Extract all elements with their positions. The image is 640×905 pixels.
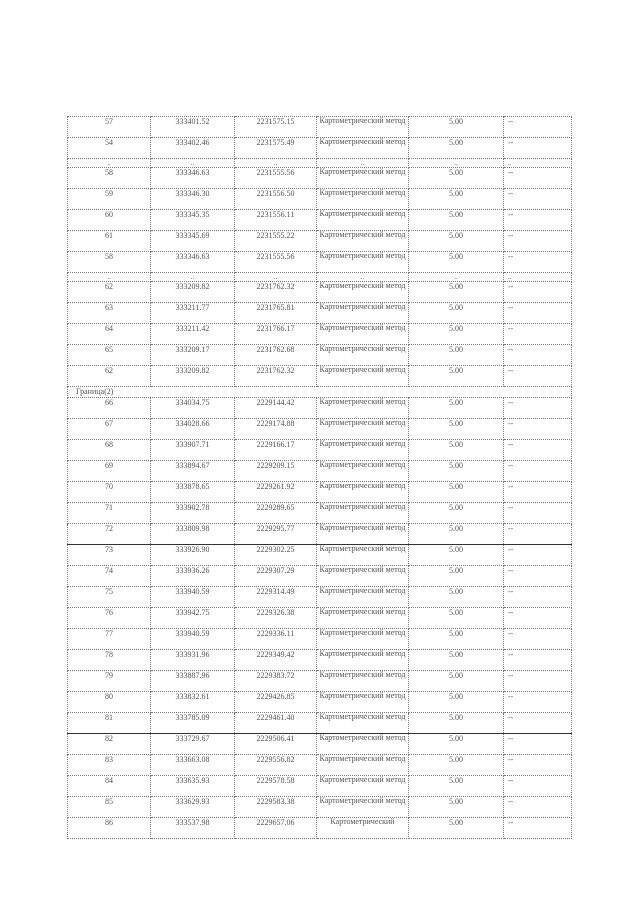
- y-coordinate-cell: 2231766.17: [235, 324, 317, 345]
- note-cell: --: [504, 818, 572, 839]
- method-cell: Картометрический метод: [317, 545, 409, 566]
- method-cell: Картометрический метод: [317, 755, 409, 776]
- precision-cell: 5.00: [409, 524, 504, 545]
- point-number-cell: 77: [68, 629, 151, 650]
- method-cell: Картометрический метод: [317, 440, 409, 461]
- precision-cell: 5.00: [409, 282, 504, 303]
- note-cell: --: [504, 117, 572, 138]
- precision-cell: 5.00: [409, 324, 504, 345]
- precision-cell: 5.00: [409, 440, 504, 461]
- point-number-cell: ..: [68, 159, 151, 168]
- method-cell: Картометрический метод: [317, 629, 409, 650]
- note-cell: --: [504, 440, 572, 461]
- note-cell: --: [504, 231, 572, 252]
- x-coordinate-cell: 333345.69: [151, 231, 235, 252]
- precision-cell: 5.00: [409, 587, 504, 608]
- precision-cell: 5.00: [409, 189, 504, 210]
- method-cell: Картометрический метод: [317, 734, 409, 755]
- method-cell: Картометрический метод: [317, 282, 409, 303]
- note-cell: --: [504, 138, 572, 159]
- table-row: [68, 138, 572, 159]
- x-coordinate-cell: 333940.59: [151, 587, 235, 608]
- point-number-cell: 70: [68, 482, 151, 503]
- x-coordinate-cell: 333940.59: [151, 629, 235, 650]
- point-number-cell: ..: [68, 273, 151, 282]
- precision-cell: 5.00: [409, 650, 504, 671]
- y-coordinate-cell: 2231765.81: [235, 303, 317, 324]
- method-cell: Картометрический метод: [317, 345, 409, 366]
- y-coordinate-cell: 2229295.77: [235, 524, 317, 545]
- precision-cell: 5.00: [409, 545, 504, 566]
- x-coordinate-cell: 333209.82: [151, 282, 235, 303]
- y-coordinate-cell: 2229174.88: [235, 419, 317, 440]
- x-coordinate-cell: 333942.75: [151, 608, 235, 629]
- table-row: [68, 440, 572, 461]
- point-number-cell: 85: [68, 797, 151, 818]
- y-coordinate-cell: 2229261.92: [235, 482, 317, 503]
- x-coordinate-cell: 333401.52: [151, 117, 235, 138]
- table-row: [68, 713, 572, 734]
- point-number-cell: 73: [68, 545, 151, 566]
- x-coordinate-cell: 333211.77: [151, 303, 235, 324]
- point-number-cell: 63: [68, 303, 151, 324]
- precision-cell: 5.00: [409, 671, 504, 692]
- y-coordinate-cell: 2229289.65: [235, 503, 317, 524]
- table-row: [68, 797, 572, 818]
- precision-cell: 5.00: [409, 692, 504, 713]
- table-row: [68, 629, 572, 650]
- y-coordinate-cell: 2229578.58: [235, 776, 317, 797]
- point-number-cell: 86: [68, 818, 151, 839]
- method-cell: Картометрический метод: [317, 482, 409, 503]
- precision-cell: 5.00: [409, 366, 504, 387]
- x-coordinate-cell: 333345.35: [151, 210, 235, 231]
- point-number-cell: 74: [68, 566, 151, 587]
- method-cell: Картометрический метод: [317, 503, 409, 524]
- table-row: [68, 303, 572, 324]
- note-cell: --: [504, 189, 572, 210]
- table-row: [68, 545, 572, 566]
- table-row: [68, 608, 572, 629]
- x-coordinate-cell: 333931.96: [151, 650, 235, 671]
- method-cell: Картометрический метод: [317, 608, 409, 629]
- table-section-row: [68, 387, 572, 398]
- x-coordinate-cell: 333211.42: [151, 324, 235, 345]
- x-coordinate-cell: 333729.67: [151, 734, 235, 755]
- point-number-cell: 62: [68, 366, 151, 387]
- note-cell: --: [504, 713, 572, 734]
- note-cell: ..: [504, 159, 572, 168]
- point-number-cell: 75: [68, 587, 151, 608]
- y-coordinate-cell: 2229209.15: [235, 461, 317, 482]
- table-row: [68, 587, 572, 608]
- precision-cell: 5.00: [409, 303, 504, 324]
- precision-cell: 5.00: [409, 419, 504, 440]
- table-row: [68, 189, 572, 210]
- y-coordinate-cell: 2229144.42: [235, 398, 317, 419]
- precision-cell: 5.00: [409, 566, 504, 587]
- table-row: [68, 168, 572, 189]
- method-cell: Картометрический метод: [317, 650, 409, 671]
- precision-cell: 5.00: [409, 776, 504, 797]
- precision-cell: ..: [409, 159, 504, 168]
- table-row: [68, 366, 572, 387]
- point-number-cell: 71: [68, 503, 151, 524]
- y-coordinate-cell: 2229461.40: [235, 713, 317, 734]
- x-coordinate-cell: 334034.75: [151, 398, 235, 419]
- note-cell: --: [504, 692, 572, 713]
- note-cell: --: [504, 210, 572, 231]
- note-cell: --: [504, 503, 572, 524]
- point-number-cell: 67: [68, 419, 151, 440]
- y-coordinate-cell: 2231762.32: [235, 282, 317, 303]
- table-row: [68, 324, 572, 345]
- precision-cell: 5.00: [409, 210, 504, 231]
- y-coordinate-cell: 2229302.25: [235, 545, 317, 566]
- precision-cell: 5.00: [409, 755, 504, 776]
- y-coordinate-cell: 2231762.68: [235, 345, 317, 366]
- precision-cell: 5.00: [409, 734, 504, 755]
- x-coordinate-cell: 333809.98: [151, 524, 235, 545]
- y-coordinate-cell: 2229307.29: [235, 566, 317, 587]
- y-coordinate-cell: 2229326.38: [235, 608, 317, 629]
- x-coordinate-cell: 333209.82: [151, 366, 235, 387]
- y-coordinate-cell: 2229426.85: [235, 692, 317, 713]
- point-number-cell: 72: [68, 524, 151, 545]
- precision-cell: 5.00: [409, 398, 504, 419]
- note-cell: --: [504, 524, 572, 545]
- point-number-cell: 78: [68, 650, 151, 671]
- table-row: [68, 671, 572, 692]
- point-number-cell: 62: [68, 282, 151, 303]
- x-coordinate-cell: 333346.63: [151, 168, 235, 189]
- x-coordinate-cell: 333663.08: [151, 755, 235, 776]
- method-cell: Картометрический метод: [317, 713, 409, 734]
- y-coordinate-cell: 2231575.15: [235, 117, 317, 138]
- y-coordinate-cell: 2231555.22: [235, 231, 317, 252]
- x-coordinate-cell: 333907.71: [151, 440, 235, 461]
- table-row: [68, 734, 572, 755]
- point-number-cell: 83: [68, 755, 151, 776]
- method-cell: Картометрический метод: [317, 117, 409, 138]
- note-cell: --: [504, 566, 572, 587]
- method-cell: Картометрический метод: [317, 671, 409, 692]
- method-cell: ..: [317, 273, 409, 282]
- table-row: [68, 117, 572, 138]
- x-coordinate-cell: 333832.61: [151, 692, 235, 713]
- precision-cell: ..: [409, 273, 504, 282]
- x-coordinate-cell: 333926.90: [151, 545, 235, 566]
- note-cell: --: [504, 545, 572, 566]
- y-coordinate-cell: 2231555.56: [235, 168, 317, 189]
- x-coordinate-cell: 333635.93: [151, 776, 235, 797]
- table-row: [68, 566, 572, 587]
- y-coordinate-cell: 2229336.11: [235, 629, 317, 650]
- method-cell: Картометрический метод: [317, 398, 409, 419]
- point-number-cell: 58: [68, 252, 151, 273]
- point-number-cell: 79: [68, 671, 151, 692]
- method-cell: Картометрический метод: [317, 324, 409, 345]
- method-cell: Картометрический метод: [317, 252, 409, 273]
- table-row: [68, 461, 572, 482]
- note-cell: --: [504, 303, 572, 324]
- point-number-cell: 66: [68, 398, 151, 419]
- coordinates-table: [67, 116, 572, 839]
- point-number-cell: 64: [68, 324, 151, 345]
- x-coordinate-cell: ..: [151, 159, 235, 168]
- x-coordinate-cell: 333402.46: [151, 138, 235, 159]
- precision-cell: 5.00: [409, 345, 504, 366]
- y-coordinate-cell: 2229166.17: [235, 440, 317, 461]
- y-coordinate-cell: 2231555.56: [235, 252, 317, 273]
- table-row: [68, 503, 572, 524]
- method-cell: Картометрический метод: [317, 168, 409, 189]
- point-number-cell: 76: [68, 608, 151, 629]
- table-row: [68, 345, 572, 366]
- x-coordinate-cell: 334028.66: [151, 419, 235, 440]
- note-cell: --: [504, 797, 572, 818]
- x-coordinate-cell: 333346.30: [151, 189, 235, 210]
- table-gap-row: [68, 159, 572, 168]
- y-coordinate-cell: 2229583.38: [235, 797, 317, 818]
- method-cell: Картометрический метод: [317, 419, 409, 440]
- note-cell: --: [504, 461, 572, 482]
- y-coordinate-cell: 2231556.50: [235, 189, 317, 210]
- method-cell: Картометрический метод: [317, 461, 409, 482]
- coordinates-table-body: [68, 117, 572, 839]
- note-cell: --: [504, 252, 572, 273]
- point-number-cell: 69: [68, 461, 151, 482]
- table-row: [68, 524, 572, 545]
- precision-cell: 5.00: [409, 461, 504, 482]
- table-row: [68, 818, 572, 839]
- precision-cell: 5.00: [409, 482, 504, 503]
- x-coordinate-cell: 333936.26: [151, 566, 235, 587]
- y-coordinate-cell: 2229556.82: [235, 755, 317, 776]
- note-cell: --: [504, 366, 572, 387]
- precision-cell: 5.00: [409, 818, 504, 839]
- method-cell: Картометрический метод: [317, 587, 409, 608]
- method-cell: Картометрический метод: [317, 524, 409, 545]
- y-coordinate-cell: 2229506.41: [235, 734, 317, 755]
- point-number-cell: 60: [68, 210, 151, 231]
- precision-cell: 5.00: [409, 797, 504, 818]
- note-cell: ..: [504, 273, 572, 282]
- method-cell: Картометрический метод: [317, 797, 409, 818]
- note-cell: --: [504, 734, 572, 755]
- note-cell: --: [504, 587, 572, 608]
- x-coordinate-cell: 333878.65: [151, 482, 235, 503]
- table-row: [68, 231, 572, 252]
- x-coordinate-cell: 333629.93: [151, 797, 235, 818]
- note-cell: --: [504, 755, 572, 776]
- method-cell: Картометрический: [317, 818, 409, 839]
- table-row: [68, 482, 572, 503]
- method-cell: Картометрический метод: [317, 189, 409, 210]
- method-cell: Картометрический метод: [317, 566, 409, 587]
- table-row: [68, 776, 572, 797]
- note-cell: --: [504, 650, 572, 671]
- method-cell: Картометрический метод: [317, 692, 409, 713]
- point-number-cell: 58: [68, 168, 151, 189]
- x-coordinate-cell: 333902.78: [151, 503, 235, 524]
- note-cell: --: [504, 345, 572, 366]
- note-cell: --: [504, 629, 572, 650]
- table-gap-row: [68, 273, 572, 282]
- precision-cell: 5.00: [409, 608, 504, 629]
- x-coordinate-cell: ..: [151, 273, 235, 282]
- point-number-cell: 82: [68, 734, 151, 755]
- point-number-cell: 81: [68, 713, 151, 734]
- x-coordinate-cell: 333887.96: [151, 671, 235, 692]
- method-cell: ..: [317, 159, 409, 168]
- x-coordinate-cell: 333537.98: [151, 818, 235, 839]
- y-coordinate-cell: 2231556.11: [235, 210, 317, 231]
- precision-cell: 5.00: [409, 252, 504, 273]
- note-cell: --: [504, 671, 572, 692]
- x-coordinate-cell: 333209.17: [151, 345, 235, 366]
- method-cell: Картометрический метод: [317, 210, 409, 231]
- table-row: [68, 210, 572, 231]
- table-row: [68, 755, 572, 776]
- x-coordinate-cell: 333785.09: [151, 713, 235, 734]
- note-cell: --: [504, 608, 572, 629]
- y-coordinate-cell: 2229349.42: [235, 650, 317, 671]
- note-cell: --: [504, 324, 572, 345]
- note-cell: --: [504, 482, 572, 503]
- x-coordinate-cell: 333346.63: [151, 252, 235, 273]
- y-coordinate-cell: 2231762.32: [235, 366, 317, 387]
- precision-cell: 5.00: [409, 231, 504, 252]
- section-label: Граница(2): [68, 387, 572, 398]
- y-coordinate-cell: 2229314.49: [235, 587, 317, 608]
- method-cell: Картометрический метод: [317, 776, 409, 797]
- method-cell: Картометрический метод: [317, 231, 409, 252]
- precision-cell: 5.00: [409, 168, 504, 189]
- note-cell: --: [504, 776, 572, 797]
- method-cell: Картометрический метод: [317, 303, 409, 324]
- precision-cell: 5.00: [409, 713, 504, 734]
- note-cell: --: [504, 282, 572, 303]
- y-coordinate-cell: ..: [235, 273, 317, 282]
- table-row: [68, 252, 572, 273]
- point-number-cell: 80: [68, 692, 151, 713]
- point-number-cell: 61: [68, 231, 151, 252]
- note-cell: --: [504, 168, 572, 189]
- precision-cell: 5.00: [409, 117, 504, 138]
- precision-cell: 5.00: [409, 629, 504, 650]
- table-row: [68, 692, 572, 713]
- method-cell: Картометрический метод: [317, 366, 409, 387]
- point-number-cell: 84: [68, 776, 151, 797]
- table-row: [68, 398, 572, 419]
- y-coordinate-cell: 2231575.49: [235, 138, 317, 159]
- precision-cell: 5.00: [409, 138, 504, 159]
- method-cell: Картометрический метод: [317, 138, 409, 159]
- note-cell: --: [504, 398, 572, 419]
- point-number-cell: 59: [68, 189, 151, 210]
- table-row: [68, 282, 572, 303]
- note-cell: --: [504, 419, 572, 440]
- point-number-cell: 65: [68, 345, 151, 366]
- point-number-cell: 54: [68, 138, 151, 159]
- y-coordinate-cell: 2229383.72: [235, 671, 317, 692]
- point-number-cell: 57: [68, 117, 151, 138]
- y-coordinate-cell: ..: [235, 159, 317, 168]
- y-coordinate-cell: 2229657.06: [235, 818, 317, 839]
- table-row: [68, 650, 572, 671]
- point-number-cell: 68: [68, 440, 151, 461]
- table-row: [68, 419, 572, 440]
- x-coordinate-cell: 333894.67: [151, 461, 235, 482]
- precision-cell: 5.00: [409, 503, 504, 524]
